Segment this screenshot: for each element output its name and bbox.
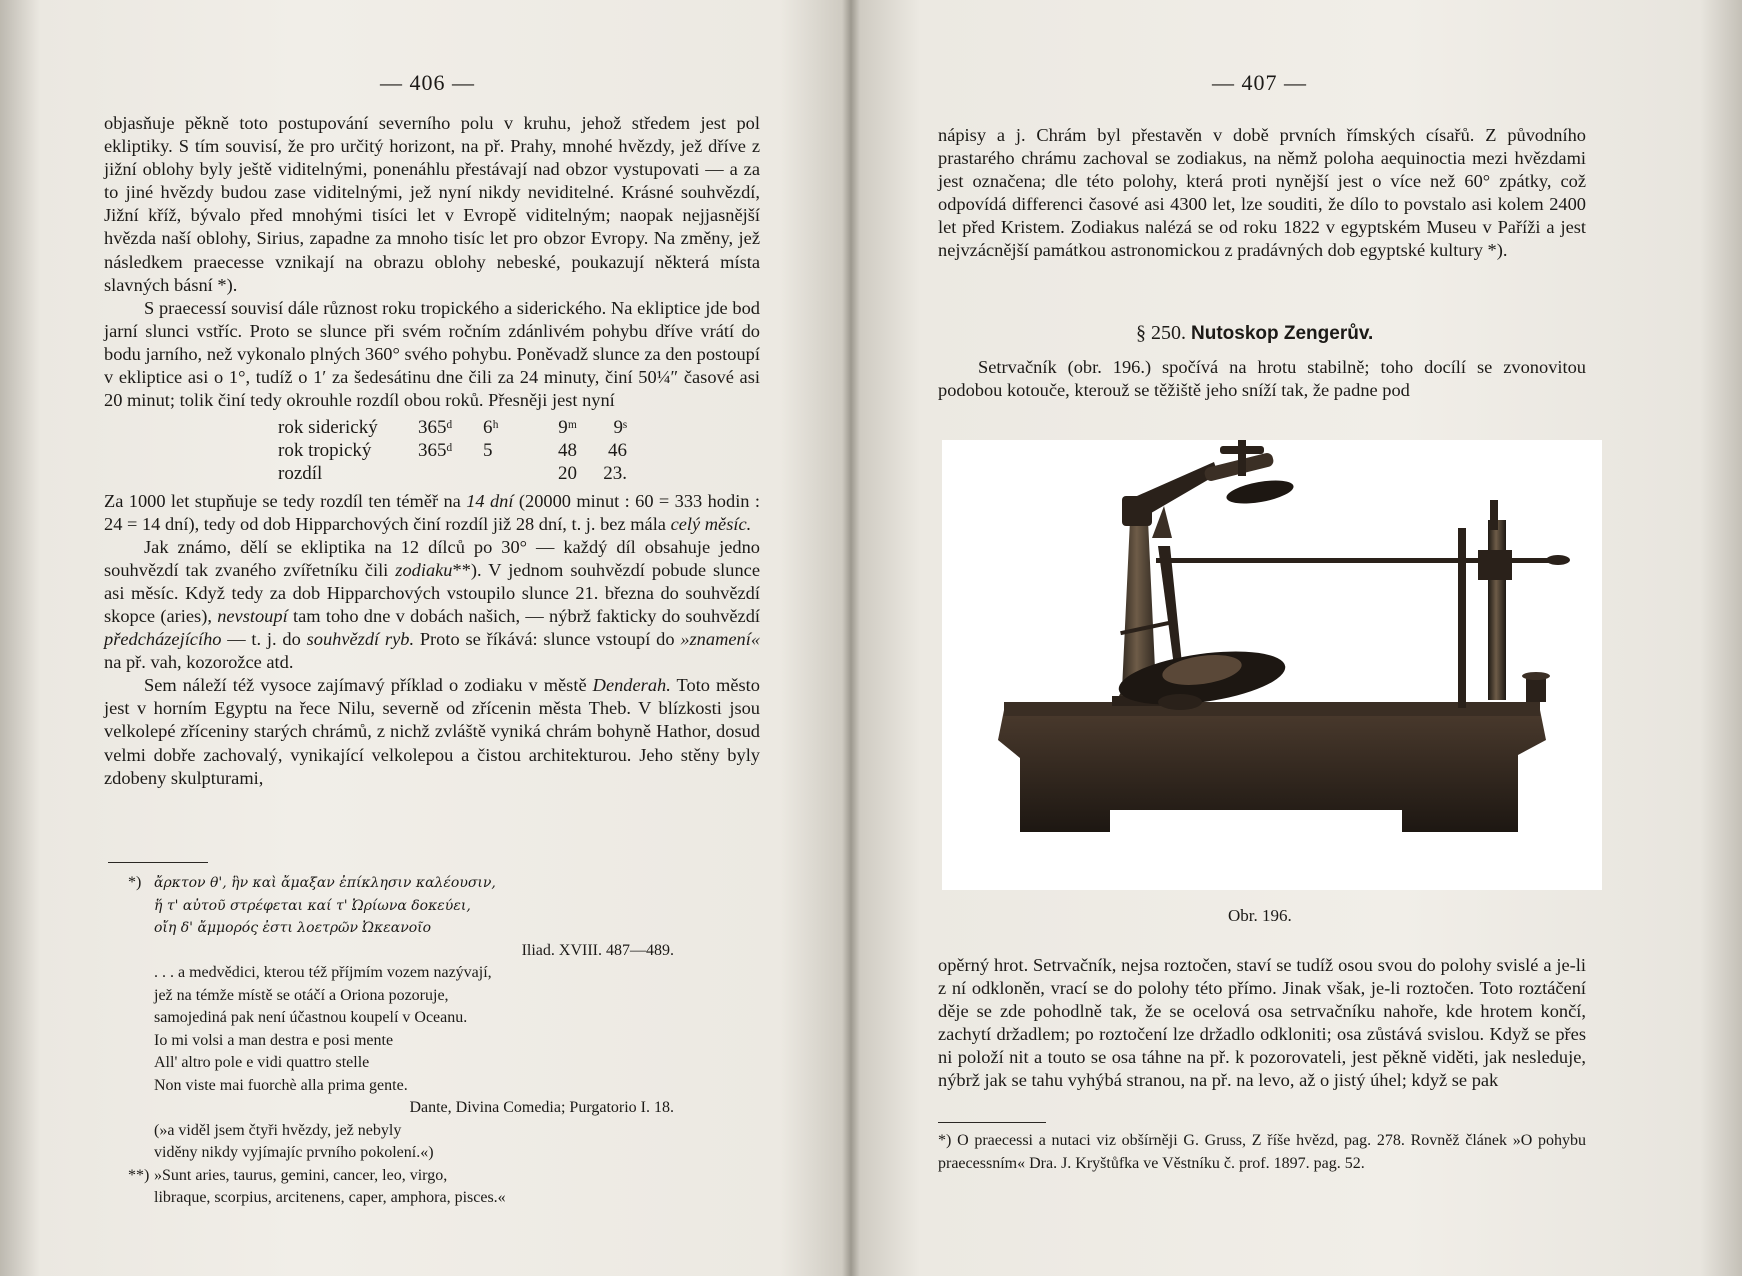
table-cell: 5 bbox=[483, 440, 493, 462]
nutoscope-figure bbox=[942, 440, 1602, 890]
table-cell: 365ᵈ bbox=[418, 440, 453, 462]
paragraph bbox=[104, 536, 760, 675]
footnote-line: samojediná pak není účastnou koupelí v Oceanu. bbox=[154, 1009, 468, 1026]
footnote-divider bbox=[938, 1122, 1046, 1123]
rod-knob bbox=[1546, 555, 1570, 565]
paragraph: opěrný hrot. Setrvačník, nejsa roztočen, staví se tudíž osou svou do polohy svislé a je-li z ní odkloněn, vrací se do polohy této přímo. Jinak však, je-li roztočen. Toto roztáčení děje se zde pohodlně tak, že se ocelová osa setrvačníku nahoře, kde hrotem končí, zachytí držadlem; po roztočení lze držadlo odkloniti; osa zůstává svislou. Když se přes ni položí nit a touto se osa táhne na př. k pozorovateli, jest pěkně viděti, jak nesleduje, nýbrž jak se tahu vyhýbá stranou, na př. na levo, až o jistý úhel; když se pak bbox=[938, 955, 1586, 1091]
left-page bbox=[0, 0, 850, 1276]
footnote-line: viděny nikdy vyjímajíc prvního pokolení.«) bbox=[154, 1144, 434, 1161]
nutoscope-illustration bbox=[942, 440, 1602, 890]
emphasis: Denderah. bbox=[592, 675, 671, 696]
footnote: *) O praecessi a nutaci viz obšírněji G. Gruss, Z říše hvězd, pag. 278. Rovněž článek »O pohybu praecessním« Dra. J. Kryštůfka ve Věstníku č. prof. 1897. pag. 52. bbox=[938, 1132, 1586, 1172]
page-number: — 407 — bbox=[1212, 70, 1307, 95]
table-cell: rok tropický bbox=[278, 440, 372, 462]
text-run: Sem náleží též vysoce zajímavý příklad o zodiaku v městě bbox=[144, 675, 593, 696]
stand-tip bbox=[1490, 500, 1498, 530]
text-run: **). V jednom souhvězdí pobude slunce asi měsíc. Když tedy za dob Hipparchových vstoupilo slunce 21. března do souhvězdí skopce (aries), bbox=[104, 559, 760, 626]
right-body-text-lower bbox=[938, 954, 1586, 1093]
paragraph bbox=[104, 674, 760, 789]
greek-verse: οἴη δ' ἄμμορός ἐστι λοετρῶν Ὠκεανοῖο bbox=[154, 920, 432, 936]
footnote-line bbox=[128, 872, 714, 895]
footnote-line: Non viste mai fuorchè alla prima gente. bbox=[154, 1076, 408, 1094]
footnote-mark: **) bbox=[128, 1166, 150, 1184]
text-run: (20000 minut : 60 = 333 hodin : 24 = 14 dní), tedy od dob Hipparchových činí rozdíl již 28 dní, t. j. bez mála bbox=[104, 490, 760, 534]
table-row bbox=[278, 416, 637, 439]
table-cell: 23. bbox=[603, 463, 627, 485]
table-cell: 365ᵈ bbox=[418, 417, 453, 439]
table-cell bbox=[483, 462, 535, 485]
footnote-mark: *) bbox=[128, 874, 142, 891]
handle-knob bbox=[1238, 440, 1246, 476]
emphasis: souhvězdí ryb. bbox=[306, 629, 415, 650]
table-row bbox=[278, 462, 637, 485]
thin-post bbox=[1458, 528, 1466, 708]
footnote-line: (»a viděl jsem čtyři hvězdy, jež nebyly bbox=[154, 1121, 402, 1139]
year-length-table bbox=[278, 416, 637, 485]
text-run: na př. vah, kozorožce atd. bbox=[104, 652, 294, 673]
text-run: Za 1000 let stupňuje se tedy rozdíl ten téměř na bbox=[104, 490, 467, 511]
text-run: — t. j. do bbox=[221, 629, 307, 650]
emphasis: 14 dní bbox=[466, 490, 514, 511]
emphasis: »znamení« bbox=[680, 629, 761, 650]
table-row bbox=[278, 439, 637, 462]
figure-caption: Obr. 196. bbox=[1228, 906, 1292, 925]
table-cell: 20 bbox=[558, 463, 577, 485]
footnote-line: All' altro pole e vidi quattro stelle bbox=[154, 1054, 370, 1071]
footnote-line: libraque, scorpius, arcitenens, caper, amphora, pisces.« bbox=[154, 1189, 506, 1206]
text-run: Toto město jest v horním Egyptu na řece Nilu, severně od zřícenin města Theb. V blízkosti jsou velkolepé zříceniny starých chrámů, z nichž zvláště vyniká chrám bohyně Hathor, dosud velmi dobře zachovalý, vynikající velkolepou a čistou architekturou. Jeho stěny byly zdobeny skulpturami, bbox=[104, 675, 760, 788]
emphasis: nevstoupí bbox=[217, 605, 288, 626]
section-title: Nutoskop Zengerův. bbox=[1191, 323, 1374, 344]
footnote-line bbox=[154, 917, 714, 940]
table-cell bbox=[418, 462, 483, 485]
footnote-line: . . . a medvědici, kterou též příjmím vozem nazývají, bbox=[154, 964, 492, 981]
table-cell: 9ᵐ bbox=[558, 417, 577, 439]
paragraph bbox=[104, 490, 760, 536]
paragraph: S praecessí souvisí dále různost roku tropického a siderického. Na ekliptice jde bod jarní slunci vstříc. Proto se slunce při svém ročním zdánlivém pohybu dříve vrátí do bodu jarního, než vykonalo plných 360° svého pohybu. Poněvadž slunce za den postoupí v ekliptice asi o 1°, tudíž o 1′ za šedesátinu dne čili za 24 minuty, činí 50¼″ časové asi 20 minut; tolik činí tedy okrouhle rozdíl obou roků. Přesněji jest nyní bbox=[104, 297, 760, 411]
paragraph: objasňuje pěkně toto postupování severního polu v kruhu, jehož středem jest pol ekliptiky. S tím souvisí, že pro určitý horizont, na př. Prahy, mnohé hvězdy, jež dříve z jižní oblohy byly ještě viditelnými, ponenáhlu přestávají nad obzor vystupovati — a za to jiné hvězdy budou zase viditelnými, jež nyní nikdy neviditelné. Krásné souhvězdí, Jižní kříž, bývalo před mnohými tisíci let v Evropě viditelným; naopak nejjasnější hvězda naší oblohy, Sirius, zapadne za mnoho tisíc let pro obzor Evropy. Na změny, jež následkem praecesse vznikají na obrazu oblohy nebeské, poukazují některá místa slavných básní *). bbox=[104, 113, 760, 295]
left-footnotes bbox=[128, 872, 714, 1210]
stand-clamp bbox=[1478, 550, 1512, 580]
greek-verse: ἄρκτον θ', ἣν καὶ ἄμαξαν ἐπίκλησιν καλέουσιν, bbox=[154, 875, 496, 891]
emphasis: zodiaku bbox=[395, 559, 453, 580]
right-body-intro bbox=[938, 356, 1586, 402]
table-cell: rok siderický bbox=[278, 417, 378, 439]
citation: Dante, Divina Comedia; Purgatorio I. 18. bbox=[409, 1099, 674, 1116]
text-run: tam toho dne v dobách našich, — nýbrž fakticky do souhvězdí bbox=[287, 605, 760, 626]
table-cell: rozdíl bbox=[278, 463, 323, 485]
text-run: Jak známo, dělí se ekliptika na 12 dílců po 30° — každý díl obsahuje jedno souhvězdí tak zvaného zvířetníku čili bbox=[104, 536, 760, 580]
footnote-line: jež na témže místě se otáčí a Oriona pozoruje, bbox=[154, 986, 449, 1004]
citation: Iliad. XVIII. 487—489. bbox=[521, 941, 674, 959]
right-body-text-top bbox=[938, 124, 1586, 263]
text-run: Proto se říkává: slunce vstoupí do bbox=[414, 629, 681, 650]
screw-head bbox=[1522, 672, 1550, 680]
emphasis: předcházejícího bbox=[104, 629, 222, 650]
handle-bar bbox=[1220, 446, 1264, 454]
greek-verse: ἥ τ' αὐτοῦ στρέφεται καί τ' Ὠρίωνα δοκεύει, bbox=[154, 897, 471, 914]
right-footnotes bbox=[938, 1130, 1586, 1175]
right-stand bbox=[1488, 520, 1506, 700]
pivot-cup bbox=[1158, 694, 1202, 710]
footnote-line bbox=[128, 1165, 714, 1188]
paragraph: Setrvačník (obr. 196.) spočívá na hrotu stabilně; toho docílí se zvonovitou podobou kotouče, kterouž se těžiště jeho sníží tak, že padne pod bbox=[938, 357, 1586, 401]
table-cell: 6ʰ bbox=[483, 417, 499, 439]
section-number: § 250. bbox=[1136, 322, 1186, 344]
footnote-line: Io mi volsi a man destra e posi mente bbox=[154, 1031, 394, 1049]
footnote-divider bbox=[108, 862, 208, 863]
arm-joint bbox=[1122, 496, 1152, 526]
latin-verse: »Sunt aries, taurus, gemini, cancer, leo, virgo, bbox=[154, 1166, 448, 1184]
footnote-line bbox=[154, 895, 714, 918]
left-body-text bbox=[104, 112, 760, 790]
table-cell: 46 bbox=[608, 440, 627, 462]
table-cell: 9ˢ bbox=[613, 417, 627, 439]
table-cell: 48 bbox=[558, 440, 577, 462]
emphasis: celý měsíc. bbox=[670, 513, 752, 534]
page-number: — 406 — bbox=[380, 70, 475, 95]
paragraph: nápisy a j. Chrám byl přestavěn v době prvních římských císařů. Z původního prastarého chrámu zachoval se zodiakus, na němž poloha aequinoctia mezi hvězdami jest označena; dle této polohy, která proti nynější jest o více než 60° zpátky, což odpovídá differenci časové asi 4300 let, lze souditi, že dílo to povstalo asi kolem 2400 let před Kristem. Zodiakus nalézá se od roku 1822 v egyptském Museu v Paříži a jest nejvzácnější památkou astronomickou z pradávných dob egyptské kultury *). bbox=[938, 125, 1586, 261]
section-heading bbox=[1136, 322, 1373, 345]
